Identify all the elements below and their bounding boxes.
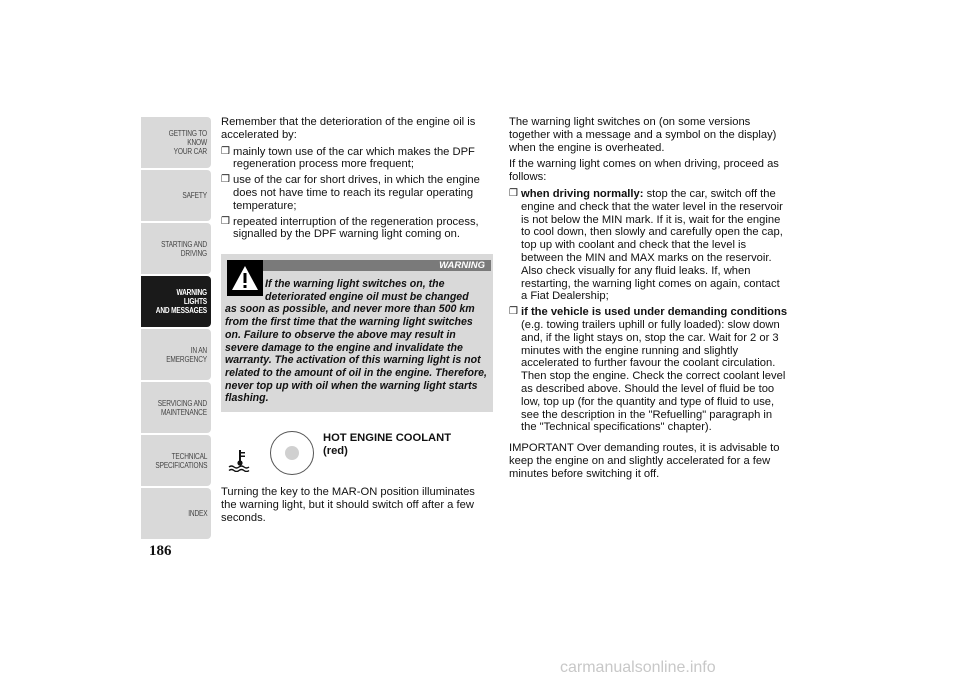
list-item bbox=[509, 188, 789, 303]
tab-label: INDEX bbox=[187, 509, 207, 518]
warning-text-first: If the warning light switches on, the deteriorated engine oil must be changed bbox=[265, 278, 469, 303]
indicator-dot bbox=[285, 446, 299, 460]
checkbox-bullet-icon: ❒ bbox=[509, 187, 518, 199]
tab-label: IN AN EMERGENCY bbox=[166, 345, 207, 364]
section-title bbox=[323, 432, 451, 458]
coolant-paragraph bbox=[221, 486, 493, 528]
tab-label: TECHNICAL SPECIFICATIONS bbox=[155, 451, 207, 470]
tab-index[interactable] bbox=[141, 488, 211, 539]
list-item bbox=[221, 146, 493, 172]
paragraph: The warning light switches on (on some versions together with a message and a symbol on the display) when the engine is overheated. bbox=[509, 116, 777, 154]
chapter-tabs bbox=[141, 117, 211, 541]
tab-getting-to-know[interactable] bbox=[141, 117, 211, 168]
watermark: carmanualsonline.info bbox=[560, 659, 716, 676]
tab-safety[interactable] bbox=[141, 170, 211, 221]
tab-starting-driving[interactable] bbox=[141, 223, 211, 274]
intro-paragraph: Remember that the deterioration of the engine oil is accelerated by: bbox=[221, 116, 476, 141]
section-title-line1: HOT ENGINE COOLANT bbox=[323, 432, 452, 444]
checkbox-bullet-icon: ❒ bbox=[509, 306, 518, 318]
list-item-text bbox=[521, 306, 789, 434]
tab-technical[interactable] bbox=[141, 435, 211, 486]
warning-title: WARNING bbox=[263, 260, 491, 271]
warning-box bbox=[221, 254, 493, 412]
warning-light-indicator bbox=[270, 431, 314, 475]
list-item-text: use of the car for short drives, in which the engine does not have time to reach its regular operating temperature; bbox=[233, 174, 480, 212]
coolant-text: Turning the key to the MAR-ON position illuminates the warning light, but it should switch off after a few seconds. bbox=[221, 486, 475, 524]
tab-label: WARNING LIGHTS AND MESSAGES bbox=[155, 288, 207, 315]
tab-label: STARTING AND DRIVING bbox=[161, 239, 207, 258]
tab-servicing[interactable] bbox=[141, 382, 211, 433]
list-item-key: when driving normally: bbox=[521, 187, 644, 200]
list-item-body: (e.g. towing trailers uphill or fully loaded): slow down and, if the light stays on, stop the car. Wait for 2 or 3 minutes with the engine running and slightly accelerated to further favour the coolant circulation. Then stop the engine. Check the correct coolant level as described above. Should the level of fluid be too low, top up (for the quantity and type of fluid to use, see the description in the "Refuelling" paragraph in the "Technical specifications" chapter). bbox=[521, 318, 786, 434]
warning-text bbox=[225, 278, 489, 405]
list-item-text: repeated interruption of the regeneration process, signalled by the DPF warning light coming on. bbox=[233, 215, 479, 241]
list-item bbox=[221, 216, 493, 242]
checkbox-bullet-icon: ❒ bbox=[221, 215, 230, 227]
paragraph: If the warning light comes on when driving, proceed as follows: bbox=[509, 158, 779, 184]
section-title-line2: (red) bbox=[323, 444, 348, 457]
list-item bbox=[509, 306, 789, 434]
list-item-text: mainly town use of the car which makes the DPF regeneration process more frequent; bbox=[233, 145, 475, 171]
tab-label: SAFETY bbox=[182, 191, 207, 200]
right-column bbox=[509, 116, 789, 485]
list-item-body: stop the car, switch off the engine and check that the water level in the reservoir is not below the MIN mark. If it is, wait for the engine to cool down, then slowly and carefully open the cap, top up with coolant and check that the level is between the MIN and MAX marks on the reservoir. Also check visually for any fluid leaks. If, when restarting, the warning light comes on again, contact a Fiat Dealership; bbox=[521, 187, 783, 303]
page-number: 186 bbox=[149, 543, 172, 559]
list-item bbox=[221, 174, 493, 212]
tab-warning-lights[interactable] bbox=[141, 276, 211, 327]
tab-label: GETTING TO KNOW YOUR CAR bbox=[168, 129, 207, 156]
list-item-text bbox=[521, 188, 789, 303]
paragraph: IMPORTANT Over demanding routes, it is advisable to keep the engine on and slightly accelerated for a few minutes before switching it off. bbox=[509, 442, 780, 480]
warning-text-rest: as soon as possible, and never more than 500 km from the first time that the warning light switches on. Failure to observe the above may result in severe damage to the engine and invalidate the warranty. The activation of this warning light is not related to the amount of oil in the engine. Therefore, never top up with oil when the warning light starts flashing. bbox=[225, 303, 487, 405]
left-column bbox=[221, 116, 493, 244]
list-item-key: if the vehicle is used under demanding conditions bbox=[521, 306, 788, 319]
checkbox-bullet-icon: ❒ bbox=[221, 174, 230, 186]
checkbox-bullet-icon: ❒ bbox=[221, 145, 230, 157]
tab-emergency[interactable] bbox=[141, 329, 211, 380]
coolant-temperature-icon bbox=[228, 448, 252, 472]
tab-label: SERVICING AND MAINTENANCE bbox=[157, 398, 207, 417]
